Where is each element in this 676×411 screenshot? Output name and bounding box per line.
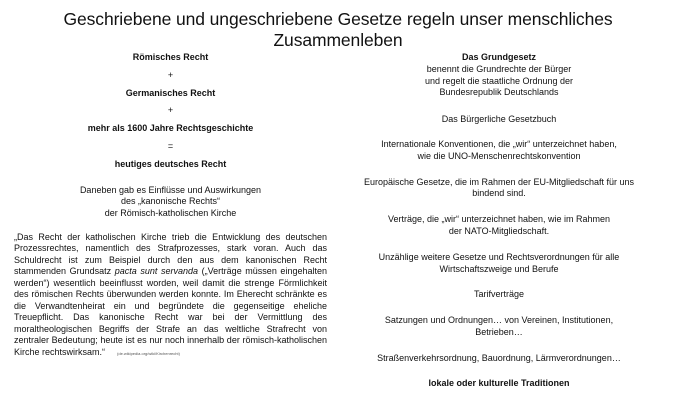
statutes-line: Satzungen und Ordnungen… von Vereinen, Institutionen, <box>384 315 614 326</box>
quote-text: „Das Recht der katholischen Kirche trieb die Entwicklung des deutschen Prozessrechtes, namentlich des Strafprozesses, stark voran. Auch das Schuldrecht ist zum Beispiel durch den aus dem kanonischen Recht stammenden Grundsatz <box>14 231 327 277</box>
grundgesetz-heading: Das Grundgesetz <box>461 52 537 62</box>
laws-line: Unzählige weitere Gesetze und Rechtsverordnungen für alle <box>378 251 620 262</box>
conventions-item <box>338 139 660 163</box>
grundgesetz-block <box>338 52 660 99</box>
canon-law-influence <box>14 185 327 220</box>
traditions-item: lokale oder kulturelle Traditionen <box>428 377 570 388</box>
latin-phrase: pacta sunt servanda <box>114 266 199 277</box>
nato-line: der NATO-Mitgliedschaft. <box>448 225 550 236</box>
regulations-item <box>338 252 660 276</box>
nato-item <box>338 214 660 238</box>
wikipedia-quote <box>14 232 327 360</box>
right-column <box>338 52 660 389</box>
quote-text: („Verträge müssen eingehalten werden“) wesentlich beeinflusst worden, weil damit die strenge Förmlichkeit des römischen Rechts überwunden werden konnte. Im Eherecht schränkte es die Verwandtenheirat ein und begründete die gegenseitige eheliche Treuepflicht. Das kanonische Recht war bei der Vermittlung des moraltheologischen Begriffs der Strafe an das weltliche Strafrecht von zentraler Bedeutung; heute ist es nur noch innerhalb der römisch-katholischen Kirche rechtswirksam.“ <box>14 266 327 357</box>
grundgesetz-line: Bundesrepublik Deutschlands <box>439 87 559 98</box>
legal-history: mehr als 1600 Jahre Rechtsgeschichte <box>87 123 254 134</box>
bgb-item: Das Bürgerliche Gesetzbuch <box>441 114 557 125</box>
german-law-result: heutiges deutsches Recht <box>114 158 227 169</box>
plus-sign: + <box>167 105 174 116</box>
eu-line: bindend sind. <box>472 188 526 199</box>
eu-line: Europäische Gesetze, die im Rahmen der EU-Mitgliedschaft für uns <box>363 176 635 187</box>
conventions-line: wie die UNO-Menschenrechtskonvention <box>417 150 581 161</box>
equals-sign: = <box>167 140 174 151</box>
nato-line: Verträge, die „wir“ unterzeichnet haben, wie im Rahmen <box>387 214 611 225</box>
germanic-law: Germanisches Recht <box>125 87 216 98</box>
grundgesetz-line: benennt die Grundrechte der Bürger <box>426 63 572 74</box>
left-column <box>14 52 327 359</box>
tarif-item: Tarifverträge <box>473 289 525 300</box>
source-citation: (de.wikipedia.org/wiki/Kirchenrecht) <box>117 350 180 356</box>
roman-law: Römisches Recht <box>132 52 209 62</box>
grundgesetz-line: und regelt die staatliche Ordnung der <box>424 75 574 86</box>
law-equation <box>14 52 327 171</box>
conventions-line: Internationale Konventionen, die „wir“ unterzeichnet haben, <box>381 138 617 149</box>
influence-line: des „kanonische Rechts“ <box>120 196 221 207</box>
statutes-item <box>338 315 660 339</box>
page-title: Geschriebene und ungeschriebene Gesetze regeln unser menschliches Zusammenleben <box>63 9 613 50</box>
influence-line: Daneben gab es Einflüsse und Auswirkungen <box>79 184 262 195</box>
statutes-line: Betrieben… <box>475 326 523 337</box>
local-regulations-item: Straßenverkehrsordnung, Bauordnung, Lärmverordnungen… <box>377 352 621 363</box>
influence-line: der Römisch-katholischen Kirche <box>104 208 237 219</box>
plus-sign: + <box>167 69 174 80</box>
eu-law-item <box>338 177 660 201</box>
laws-line: Wirtschaftszweige und Berufe <box>439 263 559 274</box>
